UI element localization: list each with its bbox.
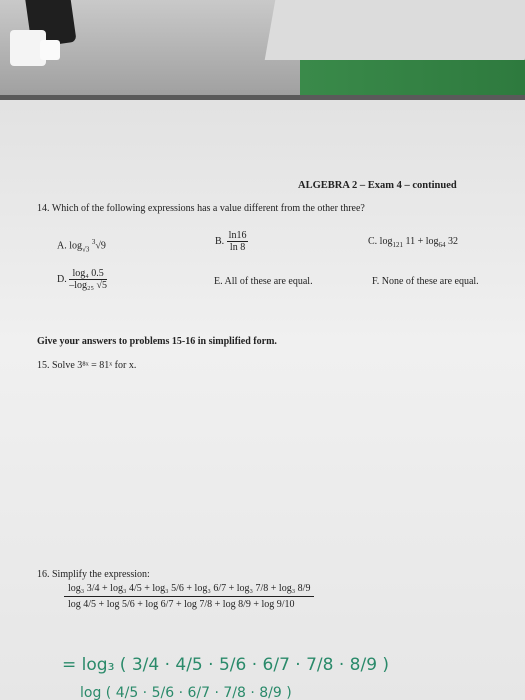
handwritten-work-line1: = log₃ ( 3/4 · 4/5 · 5/6 · 6/7 · 7/8 · 8/9 ) [62, 655, 390, 675]
choice-b: B. $\frac{\ln 16}{\ln 8}$ [215, 230, 247, 253]
expression-denominator: log 4/5 + log 5/6 + log 6/7 + log 7/8 + log 8/9 + log 9/10 [68, 599, 295, 610]
choice-d: D. $\frac{\text{log₄ 0.5}}{\text{–log₂₅ √5}}$ [57, 268, 107, 291]
choice-c: C. $\log_{121} 11 + \log_{64} 32$ [368, 236, 458, 249]
handwritten-work-line2: log ( 4/5 · 5/6 · 6/7 · 7/8 · 8/9 ) [80, 685, 292, 700]
keyboard-key [40, 40, 60, 60]
question-16-expression [64, 583, 314, 610]
exam-header: ALGEBRA 2 – Exam 4 – continued [298, 180, 457, 191]
instructions: Give your answers to problems 15-16 in simplified form. [37, 336, 277, 347]
question-16-title: 16. Simplify the expression: [37, 569, 150, 580]
choice-f: F. None of these are equal. [372, 276, 479, 287]
question-15: 15. Solve 3⁸ˣ = 81ˣ for x. [37, 360, 137, 371]
question-14-prompt: 14. Which of the following expressions has a value different from the other three? [37, 203, 365, 214]
green-book [300, 0, 525, 100]
choice-a: A. $\log_{√3} ^3√9$ [57, 238, 106, 254]
choice-e: E. All of these are equal. [214, 276, 313, 287]
expression-numerator: log₃ 3/4 + log₃ 4/5 + log₃ 5/6 + log₃ 6/7 + log₃ 7/8 + log₃ 8/9 [64, 583, 314, 597]
